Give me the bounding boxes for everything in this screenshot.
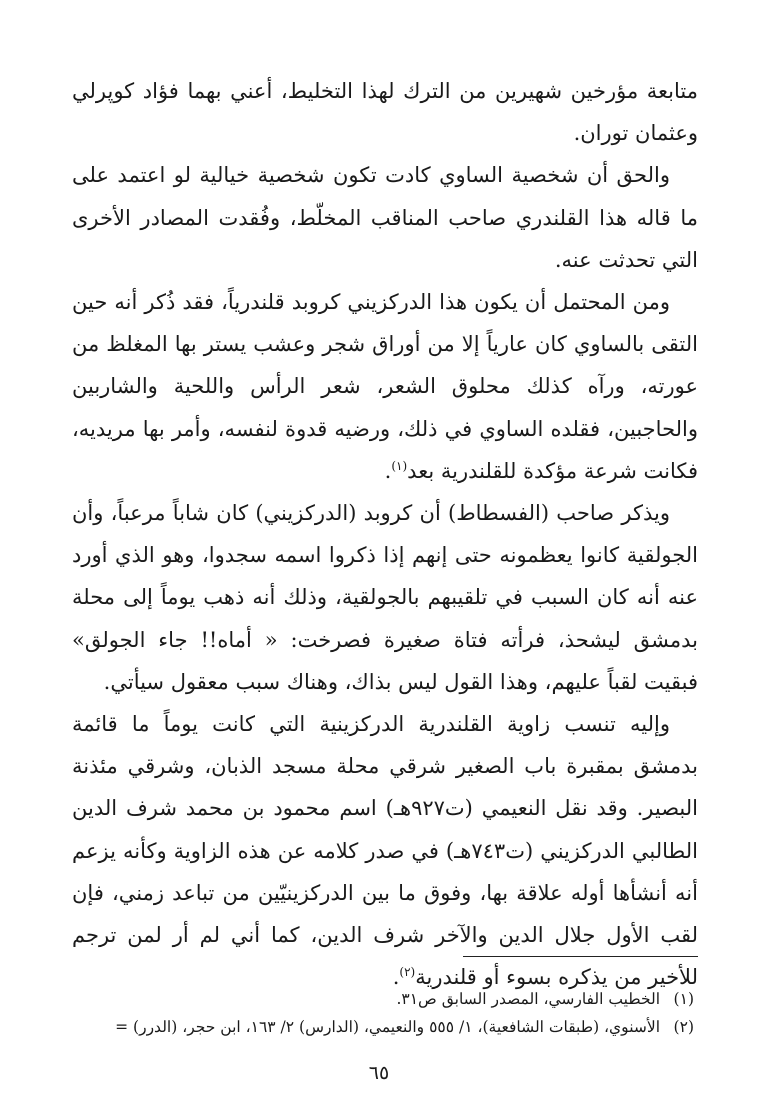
- footnote-1: [60, 985, 694, 1013]
- paragraph-text: والحق أن شخصية الساوي كادت تكون شخصية خيالية لو اعتمد على ما قاله هذا القلندري صاحب المناقب المخلّط، وفُقدت المصادر الأخرى التي تحدثت عنه.: [72, 163, 698, 272]
- paragraph-tail: .: [384, 458, 392, 483]
- footnote-2: [60, 1013, 694, 1041]
- footnote-number: (٢): [673, 1018, 694, 1036]
- paragraph-2: [72, 154, 698, 281]
- paragraph-text: ويذكر صاحب (الفسطاط) أن كروبد (الدركزيني) كان شاباً مرعباً، وأن الجولقية كانوا يعظمونه حتى إنهم إذا ذكروا اسمه سجدوا، وهو الذي أورد عنه أنه كان السبب في تلقيبهم بالجولقية، وذلك أنه ذهب يوماً إلى محلة بدمشق ليشحذ، فرأته فتاة صغيرة فصرخت: « أماه!! جاء الجولق» فبقيت لقباً عليهم، وهذا القول ليس بذاك، وهناك سبب معقول سيأتي.: [72, 501, 698, 694]
- paragraph-text: متابعة مؤرخين شهيرين من الترك لهذا التخليط، أعني بهما فؤاد كوپرلي وعثمان توران.: [72, 79, 698, 146]
- footnote-separator: [463, 956, 698, 957]
- footnote-text: الأسنوي، (طبقات الشافعية)، ١/ ٥٥٥ والنعيمي، (الدارس) ٢/ ١٦٣، ابن حجر، (الدرر) =: [115, 1018, 660, 1036]
- footnote-reference[interactable]: (١): [391, 458, 408, 473]
- footnotes: [60, 985, 694, 1041]
- footnote-reference[interactable]: (٢): [399, 965, 416, 980]
- paragraph-text: وإليه تنسب زاوية القلندرية الدركزينية التي كانت يوماً ما قائمة بدمشق بمقبرة باب الصغير شرقي محلة مسجد الذبان، وشرقي مئذنة البصير. وقد نقل النعيمي (ت٩٢٧هـ) اسم محمود بن محمد شرف الدين الطالبي الدركزيني (ت٧٤٣هـ) في صدر كلامه عن هذه الزاوية وكأنه يزعم أنه أنشأها أوله علاقة بها، وفوق ما بين الدركزينيّين من تباعد زمني، فإن لقب الأول جلال الدين والآخر شرف الدين، كما أني لم أر لمن ترجم للأخير من يذكره بسوء أو قلندرية: [72, 712, 698, 990]
- paragraph-4: [72, 492, 698, 703]
- paragraph-5: [72, 703, 698, 998]
- paragraph-tail: .: [392, 965, 400, 990]
- footnote-text: الخطيب الفارسي، المصدر السابق ص٣١.: [396, 990, 660, 1008]
- footnote-number: (١): [673, 990, 694, 1008]
- page-number: ٦٥: [368, 1062, 390, 1084]
- paragraph-3: [72, 281, 698, 492]
- paragraph-text: ومن المحتمل أن يكون هذا الدركزيني كروبد قلندرياً، فقد ذُكر أنه حين التقى بالساوي كان عارياً إلا من أوراق شجر وعشب يستر بها المغلظ من عورته، ورآه كذلك محلوق الشعر، شعر الرأس واللحية والشاربين والحاجبين، فقلده الساوي في ذلك، ورضيه قدوة لنفسه، وأمر بها مريديه، فكانت شرعة مؤكدة للقلندرية بعد: [72, 290, 698, 483]
- main-text: [72, 70, 698, 998]
- paragraph-1: [72, 70, 698, 154]
